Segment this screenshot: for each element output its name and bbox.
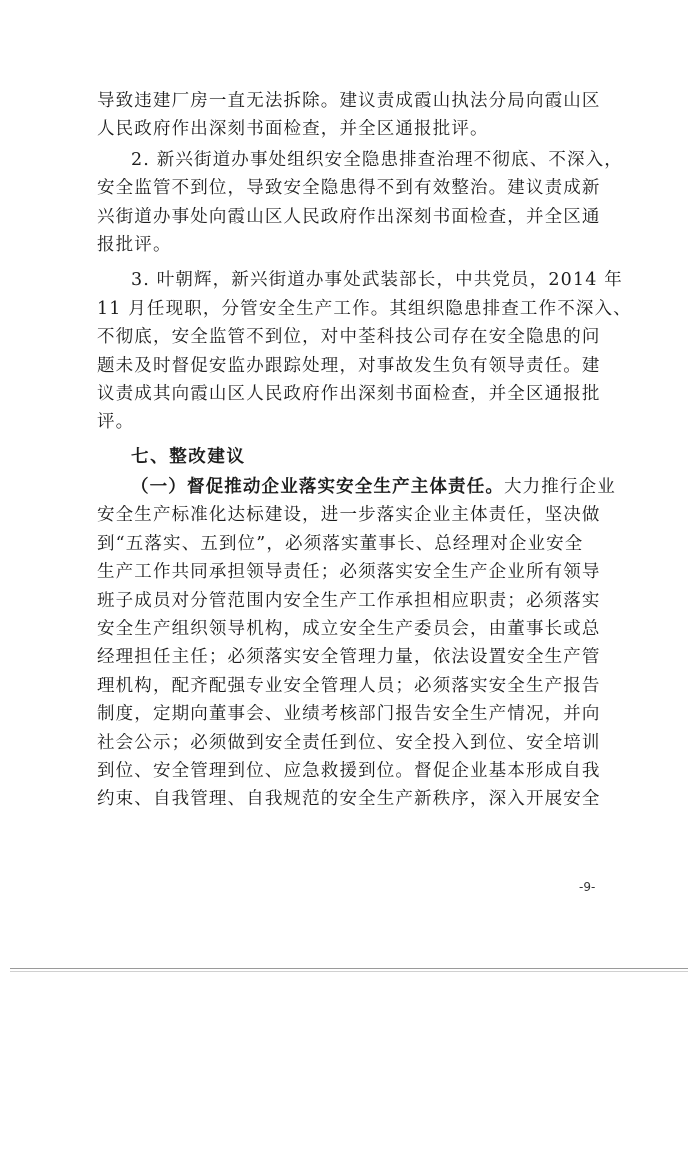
text-line: 约束、自我管理、自我规范的安全生产新秩序，深入开展安全 [97, 789, 601, 810]
text-line: 安全生产标准化达标建设，进一步落实企业主体责任，坚决做 [97, 505, 601, 526]
text-line: 经理担任主任；必须落实安全管理力量，依法设置安全生产管 [97, 647, 601, 668]
paragraph-3 [97, 266, 632, 436]
bold-lead-text: （一）督促推动企业落实安全生产主体责任。 [131, 477, 504, 498]
text-line: 理机构，配齐配强专业安全管理人员；必须落实安全生产报告 [97, 675, 601, 696]
text-line: 到“五落实、五到位”，必须落实董事长、总经理对企业安全 [97, 533, 584, 554]
text-line: 不彻底，安全监管不到位，对中荃科技公司存在安全隐患的问 [97, 327, 601, 348]
text-line: 生产工作共同承担领导责任；必须落实安全生产企业所有领导 [97, 562, 601, 583]
text-line: 11 月任现职，分管安全生产工作。其组织隐患排查工作不深入、 [97, 298, 632, 319]
text-line: 到位、安全管理到位、应急救援到位。督促企业基本形成自我 [97, 760, 601, 781]
document-body [97, 87, 632, 814]
page-number: -9- [579, 880, 596, 894]
text-line: 题未及时督促安监办跟踪处理，对事故发生负有领导责任。建 [97, 355, 601, 376]
text-line: 导致违建厂房一直无法拆除。建议责成霞山执法分局向霞山区 [97, 91, 601, 111]
paragraph-1 [97, 87, 602, 144]
page-edge-divider [10, 968, 688, 969]
text-line: 安全监管不到位，导致安全隐患得不到有效整治。建议责成新 [97, 178, 601, 199]
text-line: 3. 叶朝辉，新兴街道办事处武装部长，中共党员，2014 年 [131, 270, 623, 291]
paragraph-2 [97, 146, 623, 260]
text-line: 安全生产组织领导机构，成立安全生产委员会，由董事长或总 [97, 619, 601, 640]
text-line [97, 473, 616, 501]
text-line: 2. 新兴街道办事处组织安全隐患排查治理不彻底、不深入， [131, 149, 623, 170]
text-line: 报批评。 [97, 234, 172, 255]
text-line: 制度，定期向董事会、业绩考核部门报告安全生产情况，并向 [97, 704, 601, 725]
text-line: 人民政府作出深刻书面检查，并全区通报批评。 [97, 119, 489, 140]
text-line: 评。 [97, 412, 135, 433]
text-line: 兴街道办事处向霞山区人民政府作出深刻书面检查，并全区通 [97, 206, 601, 227]
section-heading: 七、整改建议 [131, 446, 246, 467]
text-line: 议责成其向霞山区人民政府作出深刻书面检查，并全区通报批 [97, 383, 601, 404]
paragraph-4 [97, 473, 616, 814]
text-line: 社会公示；必须做到安全责任到位、安全投入到位、安全培训 [97, 732, 601, 753]
lead-line-rest: 大力推行企业 [504, 477, 616, 498]
page-edge-divider-shadow [10, 971, 688, 972]
text-line: 班子成员对分管范围内安全生产工作承担相应职责；必须落实 [97, 590, 601, 611]
